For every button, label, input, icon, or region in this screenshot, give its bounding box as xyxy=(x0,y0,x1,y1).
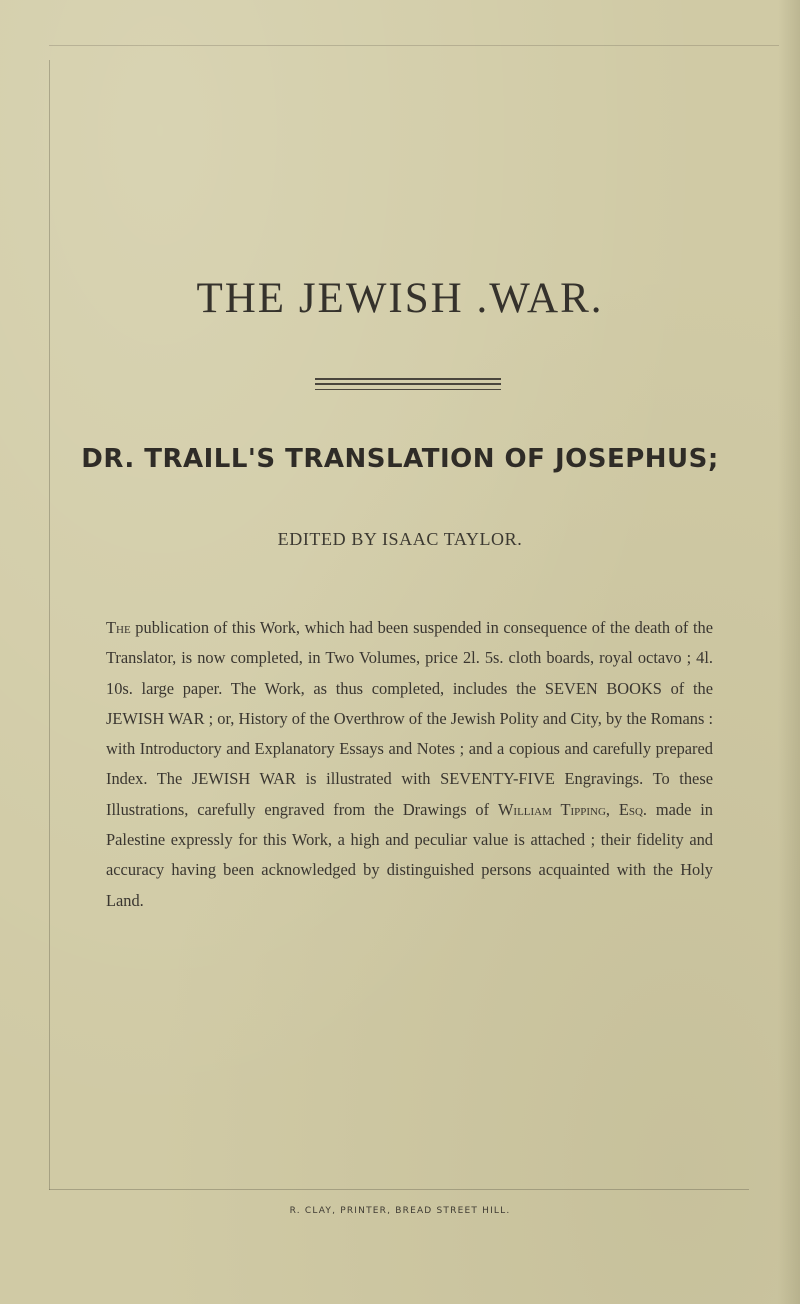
paragraph-lead-word: The xyxy=(106,618,131,637)
title-rule-thick xyxy=(315,378,501,380)
page-edge-shadow xyxy=(778,0,800,1304)
page-title: THE JEWISH .WAR. xyxy=(196,275,604,322)
printer-imprint: R. CLAY, PRINTER, BREAD STREET HILL. xyxy=(289,1206,511,1216)
paragraph-text-part-1: publication of this Work, which had been suspended in consequence of the death of the Translator, is now completed, in Two Volumes, price 2l. 5s. cloth boards, royal octavo ; 4l. 10s. large paper. The Work, as thus completed, includes the SEVEN BOOKS of the JEWISH WAR ; or, History of the Overthrow of the Jewish Polity and City, by the Romans : with Introductory and Explanatory Essays and Notes ; and a copious and carefully prepared Index. The JEWISH WAR is illustrated with SEVENTY-FIVE Engravings. To these Illustrations, carefully engraved from the Drawings of xyxy=(106,618,713,819)
editor-line: EDITED BY ISAAC TAYLOR. xyxy=(277,529,523,549)
page-frame-left xyxy=(49,60,50,1190)
title-rule-thin xyxy=(315,389,501,390)
paragraph-text-part-2: made in Palestine expressly for this Work, a high and peculiar value is attached ; their fidelity and accuracy having been acknowledged by distinguished persons acquainted with the Holy Land. xyxy=(106,799,713,910)
advertisement-paragraph xyxy=(106,613,713,916)
page-frame-bottom xyxy=(49,1189,749,1190)
page-frame-top xyxy=(49,45,779,46)
translation-heading: DR. TRAILL'S TRANSLATION OF JOSEPHUS; xyxy=(81,444,719,474)
title-rule-middle xyxy=(315,383,501,385)
artist-name: William Tipping, Esq. xyxy=(497,799,648,819)
